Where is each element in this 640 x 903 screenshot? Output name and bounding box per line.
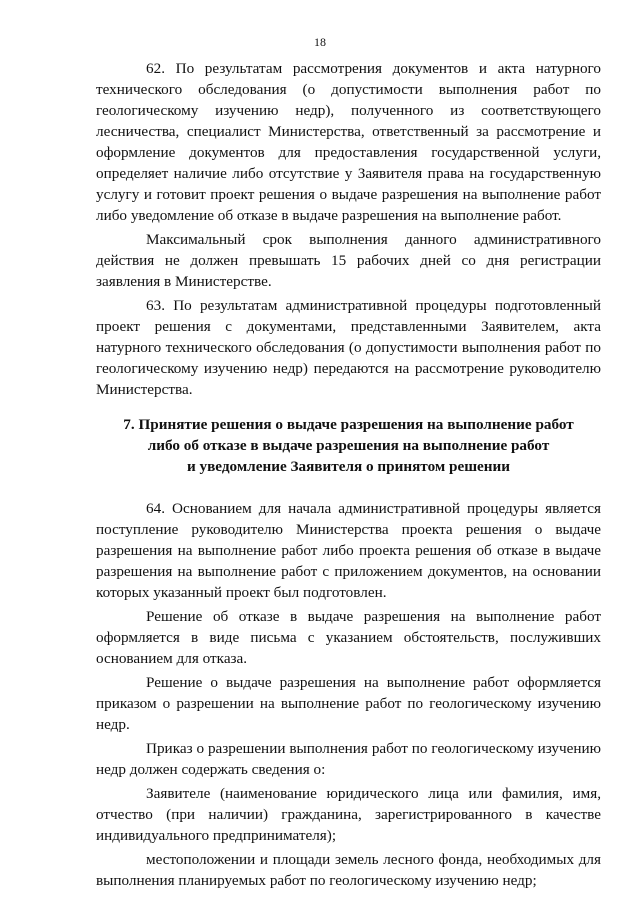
document-body bbox=[96, 58, 601, 891]
paragraph-62: 62. По результатам рассмотрения документов и акта натурного технического обследования (о допустимости выполнения работ по геологическому изучению недр), полученного из соответствующего лесничества, специалист Министерства, ответственный за рассмотрение и оформление документов для предоставления государственной услуги, определяет наличие либо отсутствие у Заявителя права на государственную услугу и готовит проект решения о выдаче разрешения на выполнение работ либо уведомление об отказе в выдаче разрешения на выполнение работ. bbox=[96, 60, 601, 224]
section-heading-7 bbox=[96, 414, 601, 477]
paragraph-refusal-decision: Решение об отказе в выдаче разрешения на выполнение работ оформляется в виде письма с указанием обстоятельств, послуживших основанием для отказа. bbox=[96, 608, 601, 667]
section-heading-line-2: либо об отказе в выдаче разрешения на выполнение работ bbox=[147, 437, 550, 454]
section-heading-line-3: и уведомление Заявителя о принятом решении bbox=[186, 458, 511, 475]
paragraph-order-contents: Приказ о разрешении выполнения работ по геологическому изучению недр должен содержать сведения о: bbox=[96, 740, 601, 778]
paragraph-max-term: Максимальный срок выполнения данного административного действия не должен превышать 15 рабочих дней со дня регистрации заявления в Министерстве. bbox=[96, 231, 601, 290]
paragraph-64: 64. Основанием для начала административной процедуры является поступление руководителю Министерства проекта решения о выдаче разрешения на выполнение работ либо проекта решения об отказе в выдаче разрешения на выполнение работ с приложением документов, на основании которых указанный проект был подготовлен. bbox=[96, 500, 601, 601]
paragraph-grant-decision: Решение о выдаче разрешения на выполнение работ оформляется приказом о разрешении на выполнение работ по геологическому изучению недр. bbox=[96, 674, 601, 733]
page-number: 18 bbox=[314, 35, 326, 49]
paragraph-land-location: местоположении и площади земель лесного фонда, необходимых для выполнения планируемых работ по геологическому изучению недр; bbox=[96, 851, 601, 889]
paragraph-63: 63. По результатам административной процедуры подготовленный проект решения с документами, представленными Заявителем, акта натурного технического обследования (о допустимости выполнения работ по геологическому изучению недр) передаются на рассмотрение руководителю Министерства. bbox=[96, 297, 601, 398]
paragraph-applicant-info: Заявителе (наименование юридического лица или фамилия, имя, отчество (при наличии) гражданина, зарегистрированного в качестве индивидуального предпринимателя); bbox=[96, 785, 601, 844]
section-heading-line-1: 7. Принятие решения о выдаче разрешения на выполнение работ bbox=[123, 416, 574, 433]
